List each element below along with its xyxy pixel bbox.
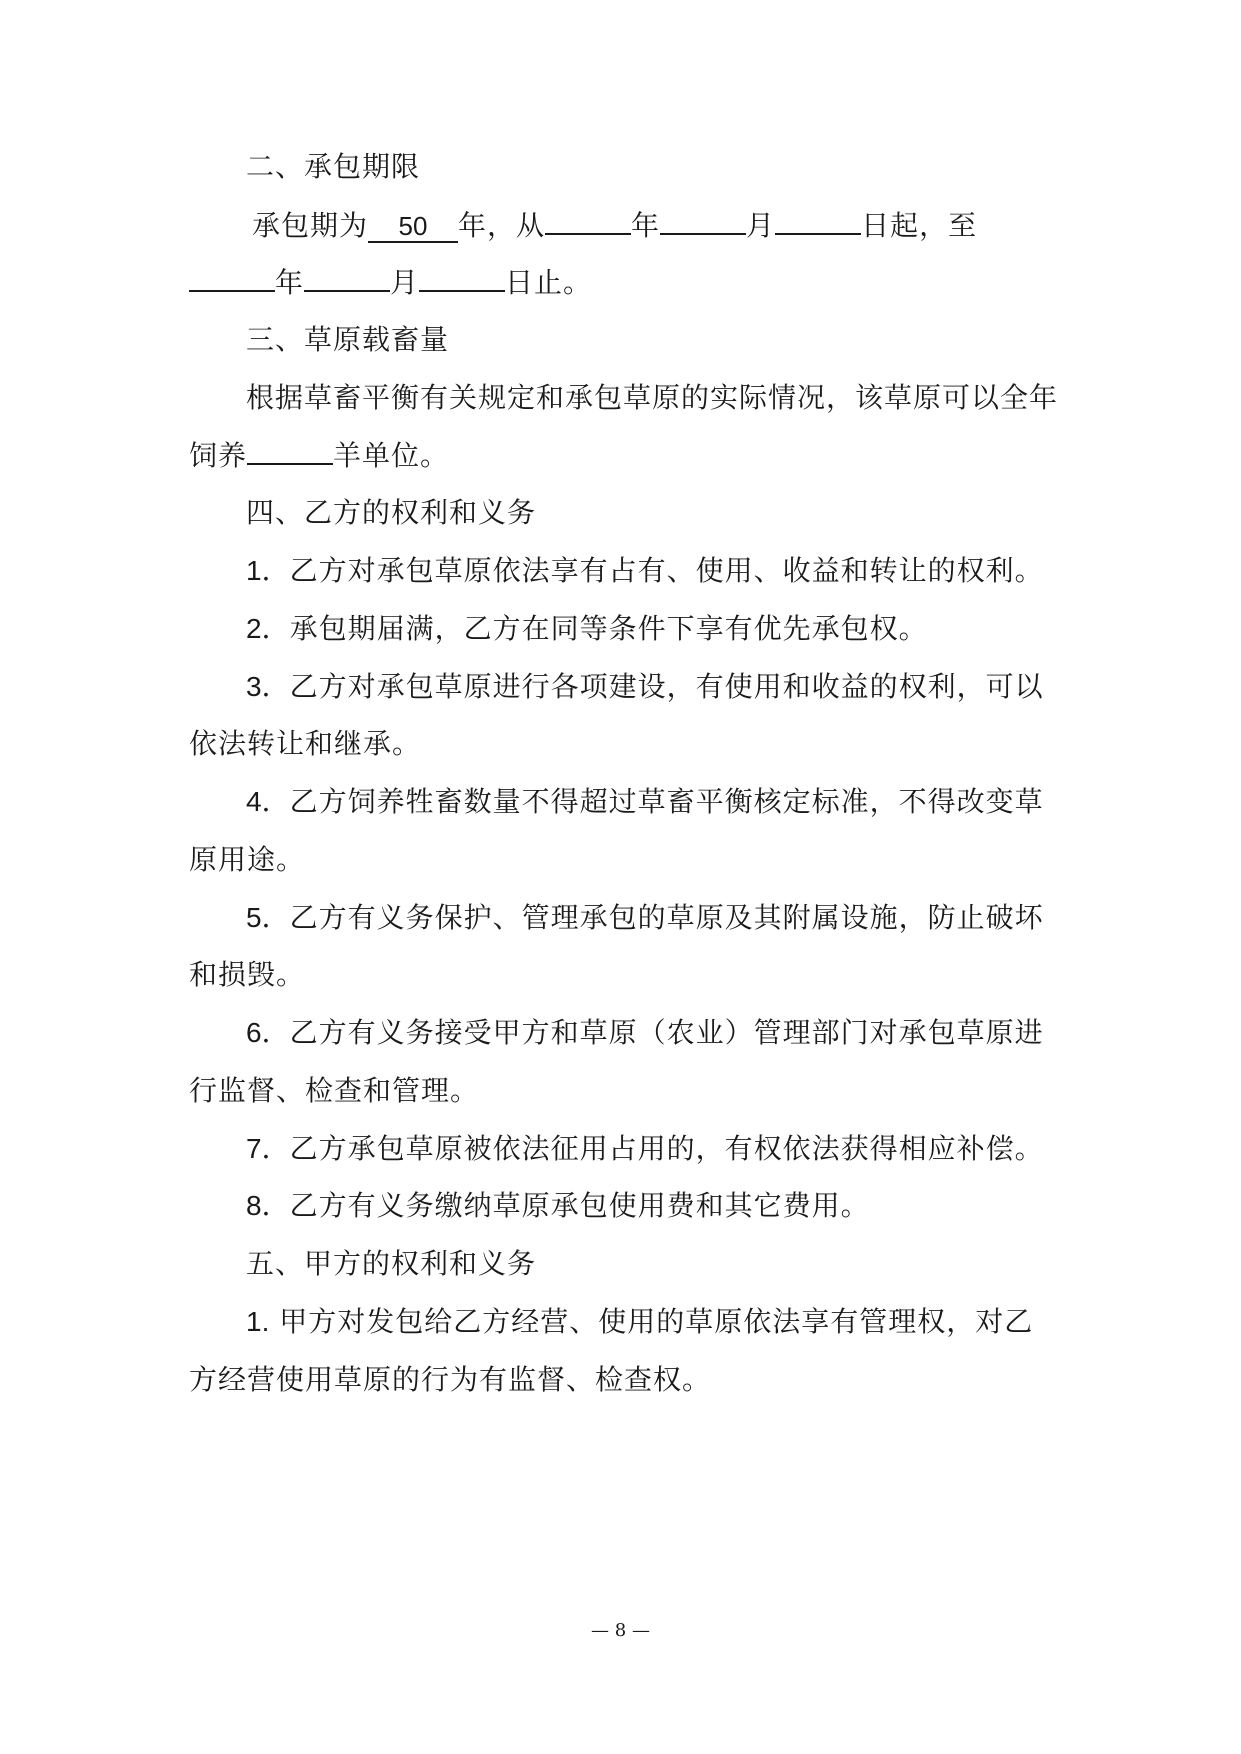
heading-text: 四、乙方的权利和义务	[246, 496, 537, 529]
term-paragraph-line-2	[0, 260, 1241, 304]
party-b-item-5	[0, 896, 1241, 940]
section-heading-term	[0, 145, 1241, 189]
capacity-paragraph-line-2	[0, 433, 1241, 477]
item-text: 乙方有义务保护、管理承包的草原及其附属设施，防止破坏	[289, 901, 1044, 934]
item-text: 乙方有义务接受甲方和草原（农业）管理部门对承包草原进	[289, 1016, 1044, 1049]
paragraph-text: 根据草畜平衡有关规定和承包草原的实际情况，该草原可以全年	[246, 381, 1059, 414]
party-b-item-4	[0, 780, 1241, 824]
item-number: 1．	[246, 555, 290, 586]
party-b-item-6	[0, 1011, 1241, 1055]
page-number: — 8 —	[591, 1620, 650, 1641]
party-a-item-1-continued	[0, 1358, 1241, 1402]
start-day-blank	[775, 203, 861, 235]
item-number: 1.	[246, 1306, 270, 1337]
item-text: 行监督、检查和管理。	[189, 1074, 480, 1107]
section-heading-party-b	[0, 491, 1241, 535]
heading-text: 三、草原载畜量	[246, 323, 450, 356]
end-year-blank	[189, 260, 275, 292]
item-text: 乙方承包草原被依法征用占用的，有权依法获得相应补偿。	[289, 1132, 1044, 1165]
item-number: 3．	[246, 671, 290, 702]
text-segment: 年，从	[458, 209, 546, 242]
item-number: 8．	[246, 1190, 290, 1221]
item-text: 依法转让和继承。	[189, 727, 422, 760]
party-b-item-5-continued	[0, 953, 1241, 997]
heading-text: 五、甲方的权利和义务	[246, 1247, 537, 1280]
party-b-item-3-continued	[0, 722, 1241, 766]
item-number: 4．	[246, 786, 290, 817]
sheep-units-blank	[247, 433, 333, 465]
party-b-item-1	[0, 549, 1241, 593]
item-text: 乙方有义务缴纳草原承包使用费和其它费用。	[289, 1189, 870, 1222]
item-text: 承包期届满，乙方在同等条件下享有优先承包权。	[289, 612, 928, 645]
item-text: 方经营使用草原的行为有监督、检查权。	[189, 1363, 712, 1396]
term-paragraph-line-1	[0, 203, 1241, 247]
item-text: 乙方对承包草原进行各项建设，有使用和收益的权利，可以	[289, 670, 1044, 703]
item-text: 乙方饲养牲畜数量不得超过草畜平衡核定标准，不得改变草	[289, 785, 1044, 818]
term-years-blank	[368, 211, 458, 243]
item-text: 和损毁。	[189, 958, 306, 991]
text-segment: 羊单位。	[333, 439, 450, 472]
text-segment: 日止。	[505, 266, 593, 299]
item-number: 7．	[246, 1133, 290, 1164]
term-years-value: 50	[398, 211, 428, 241]
text-segment: 日起，至	[861, 209, 978, 242]
party-b-item-4-continued	[0, 838, 1241, 882]
text-segment: 月	[390, 266, 420, 299]
start-month-blank	[660, 203, 746, 235]
section-heading-capacity	[0, 318, 1241, 362]
heading-text: 二、承包期限	[246, 150, 421, 183]
end-day-blank	[419, 260, 505, 292]
party-a-item-1	[0, 1300, 1241, 1344]
text-segment: 年	[631, 209, 661, 242]
party-b-item-7	[0, 1127, 1241, 1171]
section-heading-party-a	[0, 1242, 1241, 1286]
item-text: 甲方对发包给乙方经营、使用的草原依法享有管理权，对乙	[269, 1305, 1034, 1338]
text-segment: 年	[275, 266, 305, 299]
text-segment: 月	[746, 209, 776, 242]
item-number: 5．	[246, 902, 290, 933]
item-number: 2．	[246, 613, 290, 644]
capacity-paragraph-line-1	[0, 376, 1241, 420]
text-segment: 承包期为	[252, 209, 369, 242]
end-month-blank	[304, 260, 390, 292]
party-b-item-8	[0, 1184, 1241, 1228]
party-b-item-3	[0, 665, 1241, 709]
party-b-item-6-continued	[0, 1069, 1241, 1113]
item-text: 原用途。	[189, 843, 306, 876]
text-segment: 饲养	[189, 439, 248, 472]
party-b-item-2	[0, 607, 1241, 651]
item-number: 6．	[246, 1017, 290, 1048]
item-text: 乙方对承包草原依法享有占有、使用、收益和转让的权利。	[289, 554, 1044, 587]
start-year-blank	[545, 203, 631, 235]
